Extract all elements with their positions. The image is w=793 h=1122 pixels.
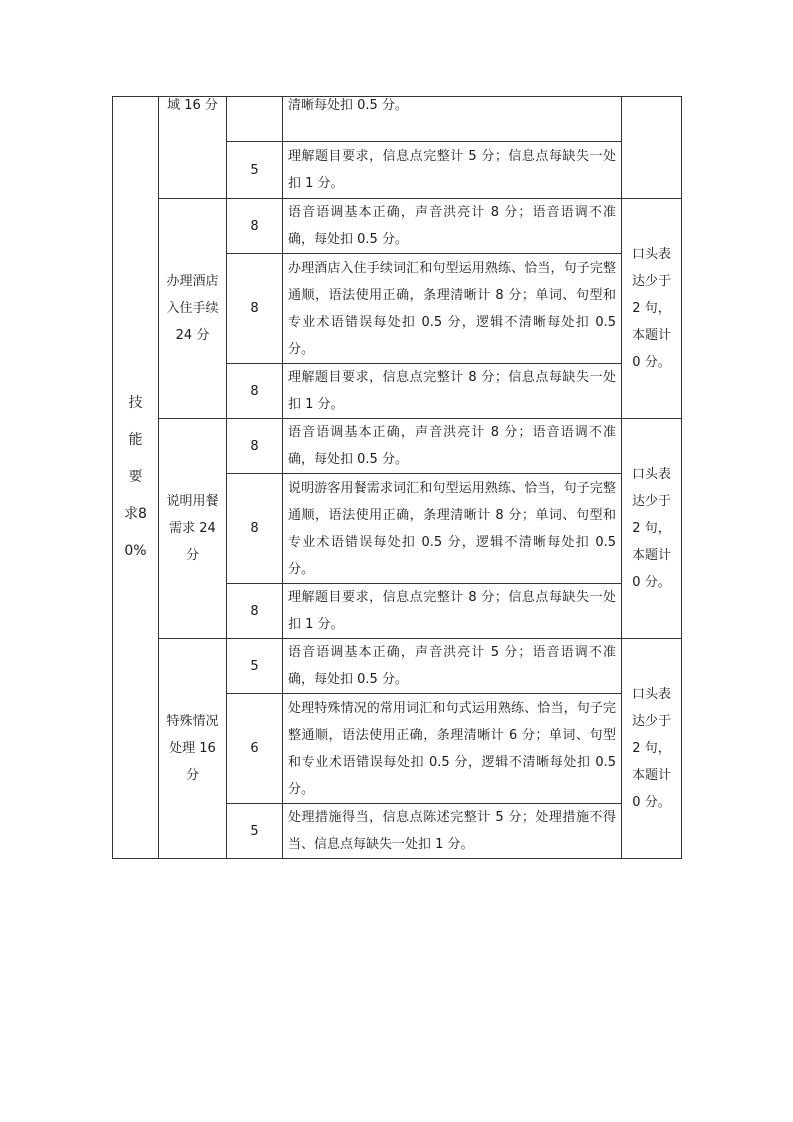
- note-cell: [622, 639, 682, 859]
- criteria-cell: [283, 584, 622, 639]
- score-cell: [227, 474, 283, 584]
- score-value: 6: [250, 741, 259, 756]
- criteria-cell: [283, 142, 622, 199]
- section-name-cell: [159, 639, 227, 859]
- scoring-rubric-table: [112, 96, 682, 859]
- score-value: 8: [250, 438, 259, 454]
- criteria-cell: [283, 694, 622, 804]
- score-value: 8: [250, 383, 259, 399]
- criteria-text: 处理措施得当，信息点陈述完整计 5 分；处理措施不得当、信息点每缺失一处扣 1 分。: [288, 810, 616, 852]
- criteria-text: 处理特殊情况的常用词汇和句式运用熟练、恰当，句子完整通顺，语法使用正确，条理清晰计 6 分；单词、句型和专业术语错误每处扣 0.5 分，逻辑不清晰每处扣 0.5 分。: [288, 700, 616, 797]
- score-cell: [227, 584, 283, 639]
- criteria-text: 理解题目要求，信息点完整计 8 分；信息点每缺失一处扣 1 分。: [288, 590, 616, 632]
- score-value: 8: [250, 521, 259, 536]
- note-cell: [622, 199, 682, 419]
- score-value: 8: [250, 301, 259, 316]
- note-text: 口头表达少于 2 句，本题计 0 分。: [631, 687, 671, 810]
- score-value: 5: [250, 823, 259, 839]
- category-cell: [113, 97, 159, 859]
- table-row: [113, 97, 682, 142]
- score-cell: [227, 804, 283, 859]
- note-text: 口头表达少于 2 句，本题计 0 分。: [631, 467, 671, 590]
- criteria-text: 说明游客用餐需求词汇和句型运用熟练、恰当，句子完整通顺，语法使用正确，条理清晰计 8 分；单词、句型和专业术语错误每处扣 0.5 分，逻辑不清晰每处扣 0.5 分。: [288, 480, 616, 577]
- criteria-cell: [283, 364, 622, 419]
- section-name-cell: [159, 419, 227, 639]
- criteria-text: 办理酒店入住手续词汇和句型运用熟练、恰当，句子完整通顺，语法使用正确，条理清晰计 8 分；单词、句型和专业术语错误每处扣 0.5 分，逻辑不清晰每处扣 0.5 分。: [288, 260, 616, 357]
- criteria-text: 语音语调基本正确，声音洪亮计 8 分；语音语调不准确，每处扣 0.5 分。: [288, 205, 616, 247]
- section-name: 办理酒店入住手续 24 分: [166, 274, 219, 343]
- score-cell: [227, 694, 283, 804]
- section-name: 域 16 分: [167, 98, 218, 113]
- criteria-cell: [283, 97, 622, 142]
- table-row: [113, 199, 682, 254]
- criteria-cell: [283, 639, 622, 694]
- criteria-cell: [283, 199, 622, 254]
- section-name-cell: [159, 97, 227, 199]
- category-label: 技能要求80%: [124, 395, 147, 559]
- score-value: 8: [250, 603, 259, 619]
- score-value: 5: [250, 162, 259, 178]
- section-name: 特殊情况处理 16 分: [166, 714, 219, 783]
- score-cell: [227, 639, 283, 694]
- score-value: 5: [250, 658, 259, 674]
- criteria-cell: [283, 254, 622, 364]
- criteria-cell: [283, 804, 622, 859]
- score-cell: [227, 419, 283, 474]
- criteria-text: 理解题目要求，信息点完整计 8 分；信息点每缺失一处扣 1 分。: [288, 370, 616, 412]
- score-cell: [227, 254, 283, 364]
- section-name: 说明用餐需求 24 分: [166, 494, 219, 563]
- section-name-cell: [159, 199, 227, 419]
- score-value: 8: [250, 218, 259, 234]
- criteria-cell: [283, 419, 622, 474]
- table-row: [113, 639, 682, 694]
- criteria-text: 理解题目要求，信息点完整计 5 分；信息点每缺失一处扣 1 分。: [288, 149, 616, 191]
- criteria-text: 清晰每处扣 0.5 分。: [288, 98, 408, 113]
- score-cell: [227, 199, 283, 254]
- criteria-text: 语音语调基本正确，声音洪亮计 8 分；语音语调不准确，每处扣 0.5 分。: [288, 425, 616, 467]
- criteria-cell: [283, 474, 622, 584]
- table-row: [113, 419, 682, 474]
- score-cell: [227, 97, 283, 142]
- score-cell: [227, 142, 283, 199]
- criteria-text: 语音语调基本正确，声音洪亮计 5 分；语音语调不准确，每处扣 0.5 分。: [288, 645, 616, 687]
- score-cell: [227, 364, 283, 419]
- note-cell: [622, 97, 682, 199]
- note-text: 口头表达少于 2 句，本题计 0 分。: [631, 247, 671, 370]
- note-cell: [622, 419, 682, 639]
